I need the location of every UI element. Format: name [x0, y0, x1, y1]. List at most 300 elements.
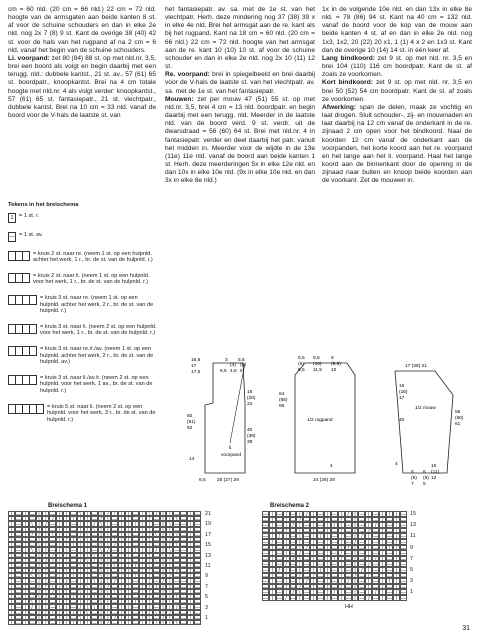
- chart-cell: —: [174, 579, 180, 584]
- chart-cell: /: [160, 542, 167, 547]
- chart-cell: /: [56, 547, 63, 552]
- chart-cell: —: [387, 523, 393, 528]
- dim-label: (9,5): [331, 362, 341, 367]
- chart-cell: —: [373, 584, 379, 590]
- chart-cell: |: [393, 511, 400, 517]
- chart-cell: /: [283, 561, 290, 567]
- chart-cell: /: [358, 533, 365, 539]
- chart-cell: —: [276, 556, 282, 562]
- chart-cell: —: [15, 558, 21, 563]
- chart-cell: —: [195, 569, 201, 574]
- chart-cell: |: [77, 620, 84, 625]
- chart-cell: \: [63, 573, 70, 578]
- chart-cell: |: [146, 547, 153, 552]
- row-number: 5: [410, 567, 413, 573]
- chart-cell: —: [181, 522, 187, 527]
- chart-cell: |: [269, 533, 276, 539]
- chart-cell: /: [63, 615, 70, 620]
- chart-cell: \: [173, 594, 180, 599]
- chart-cell: \: [132, 573, 139, 578]
- chart-cell: |: [22, 547, 29, 552]
- row-number: 7: [410, 555, 413, 562]
- chart-cell: |: [269, 561, 276, 567]
- chart-cell: —: [373, 512, 379, 517]
- chart-cell: —: [71, 522, 77, 527]
- chart-cell: \: [91, 604, 98, 609]
- text-column-3: [322, 6, 472, 185]
- chart-cell: —: [359, 562, 365, 567]
- chart-cell: |: [283, 589, 290, 595]
- chart-cell: /: [98, 516, 105, 521]
- chart-cell: —: [263, 512, 268, 517]
- chart-cell: —: [195, 563, 201, 569]
- paragraph: [165, 96, 315, 186]
- chart-cell: |: [22, 537, 29, 542]
- chart-cell: |: [310, 550, 317, 556]
- chart-cell: —: [331, 579, 337, 584]
- stitch-symbol-icon: [8, 346, 37, 356]
- chart-cell: |: [139, 610, 146, 615]
- row-number: 17: [205, 531, 211, 538]
- panel-label: 1/2 rugpand: [307, 418, 333, 423]
- chart-cell: —: [112, 522, 118, 527]
- chart-cell: |: [56, 589, 63, 594]
- chart-cell: —: [174, 527, 180, 532]
- chart-cell: —: [400, 523, 406, 528]
- chart-cell: |: [118, 599, 125, 604]
- dim-label: 5: [240, 369, 243, 374]
- chart-cell: |: [125, 558, 132, 563]
- chart-cell: —: [112, 532, 118, 537]
- chart-cell: /: [153, 584, 160, 589]
- chart-cell: —: [15, 512, 21, 517]
- chart-cell: —: [181, 558, 187, 563]
- chart-cell: —: [331, 539, 337, 545]
- chart-cell: \: [36, 542, 43, 547]
- chart-cell: |: [187, 620, 194, 625]
- chart-cell: |: [296, 533, 303, 539]
- dim-label: 12: [431, 476, 437, 481]
- stitch-symbol-icon: [8, 404, 44, 414]
- legend-description: = kruis 3 st. naar re./r./av. (neem 1 st. op een hulpnld. achter het werk, 2 r., br. de st. van de hulpnld. av.): [40, 345, 154, 366]
- chart-cell: —: [318, 573, 324, 579]
- chart-cell: \: [118, 584, 125, 589]
- paragraph-body: zet per mouw 47 (51) 55 st. op met nld.nr. 3,5, brei 4 cm = 13 nld. boordpatr. en begin daarbij met een terugg. nld. Meerder in de laatste nld. van de boord verd. 9 st. verdr. uit de dwarsdraad = 56 (60) 64 st. Brei met nld.nr. 4 in fantasiepatr. verder en deel daarbij het patr. vanuit het midden in. Meerder voor de wijdte in de 13e (11e) 11e nld. vanaf de boord aan beide kanten 1 st. Herh. deze meerderingen 5x in elke 12e nld. en dan 10x in elke 10e nld. (9x in elke 10e nld. en dan 3x in elke 8e nld.): [165, 95, 315, 185]
- chart-cell: |: [338, 556, 345, 562]
- chart-cell: |: [324, 550, 331, 556]
- chart-cell: |: [283, 550, 290, 556]
- chart-cell: —: [50, 512, 56, 517]
- chart-cell: —: [29, 610, 35, 615]
- chart-cell: —: [71, 600, 77, 605]
- chart-cell: |: [187, 573, 194, 578]
- chart-cell: \: [49, 532, 56, 537]
- chart-cell: |: [63, 516, 70, 521]
- chart-cell: \: [91, 527, 98, 532]
- chart-cell: —: [359, 556, 365, 562]
- chart-cell: —: [181, 548, 187, 553]
- chart-cell: |: [338, 561, 345, 567]
- row-number: 1: [205, 615, 208, 621]
- chart-cell: —: [195, 610, 201, 615]
- chart-cell: —: [373, 517, 379, 523]
- chart-cell: —: [174, 615, 180, 620]
- chart-cell: \: [118, 558, 125, 563]
- chart-cell: /: [63, 578, 70, 583]
- chart-cell: |: [365, 578, 372, 584]
- chart-cell: \: [29, 599, 36, 604]
- chart-cell: |: [296, 567, 303, 573]
- chart-cell: —: [290, 562, 296, 567]
- chart-cell: —: [345, 595, 351, 601]
- chart-cell: —: [112, 605, 118, 610]
- chart-cell: /: [84, 599, 91, 604]
- chart-cell: /: [296, 584, 303, 590]
- chart-cell: —: [15, 569, 21, 574]
- chart-cell: |: [146, 594, 153, 599]
- chart-cell: —: [195, 620, 201, 626]
- chart-cell: —: [373, 562, 379, 567]
- chart-cell: |: [296, 578, 303, 584]
- chart-cell: |: [98, 532, 105, 537]
- chart-cell: |: [42, 610, 49, 615]
- chart-cell: |: [56, 563, 63, 568]
- chart-cell: |: [160, 584, 167, 589]
- chart-cell: —: [181, 600, 187, 605]
- dim-label: 3: [225, 358, 228, 363]
- chart-cell: —: [276, 523, 282, 528]
- chart-cell: |: [365, 533, 372, 539]
- section-heading: Lang bindkoord:: [322, 54, 375, 62]
- chart-cell: —: [304, 573, 310, 579]
- chart-cell: |: [352, 584, 359, 590]
- chart-cell: /: [84, 527, 91, 532]
- chart-cell: |: [160, 573, 167, 578]
- chart-cell: —: [91, 620, 97, 626]
- chart-cell: |: [8, 532, 15, 537]
- chart-cell: |: [166, 558, 173, 563]
- chart-cell: —: [331, 567, 337, 573]
- chart-cell: |: [84, 604, 91, 609]
- chart-cell: |: [160, 516, 167, 521]
- chart-cell: —: [331, 545, 337, 551]
- chart-cell: |: [160, 511, 167, 516]
- chart-cell: —: [29, 543, 35, 548]
- chart-cell: \: [29, 521, 36, 526]
- chart-cell: \: [63, 521, 70, 526]
- chart-cell: |: [118, 553, 125, 558]
- chart-cell: |: [56, 573, 63, 578]
- dim-label: 5,5: [238, 358, 245, 363]
- chart-cell: —: [387, 567, 393, 573]
- chart-cell: /: [104, 620, 111, 625]
- chart-cell: |: [310, 511, 317, 517]
- legend-list: [8, 213, 158, 424]
- chart-cell: |: [118, 527, 125, 532]
- chart-cell: /: [29, 532, 36, 537]
- chart-cell: |: [118, 542, 125, 547]
- chart-cell: /: [372, 556, 379, 562]
- chart-cell: |: [77, 558, 84, 563]
- chart-cell: —: [195, 615, 201, 620]
- chart-cell: —: [400, 545, 406, 551]
- chart-cell: |: [63, 594, 70, 599]
- chart-cell: |: [42, 578, 49, 583]
- chart-cell: /: [132, 563, 139, 568]
- dim-label: 5: [423, 482, 426, 485]
- chart-cell: |: [36, 553, 43, 558]
- chart-cell: /: [283, 528, 290, 534]
- chart-cell: |: [187, 542, 194, 547]
- chart-cell: /: [98, 589, 105, 594]
- chart-cell: |: [77, 553, 84, 558]
- chart-cell: /: [303, 578, 310, 584]
- chart-cell: /: [104, 547, 111, 552]
- chart-cell: \: [173, 620, 180, 625]
- chart-cell: |: [8, 568, 15, 573]
- chart-cell: |: [187, 553, 194, 558]
- chart-cell: \: [139, 568, 146, 573]
- chart-cell: —: [15, 548, 21, 553]
- chart-cell: \: [139, 542, 146, 547]
- chart-cell: |: [352, 578, 359, 584]
- chart-cell: —: [276, 528, 282, 534]
- chart-cell: /: [70, 573, 77, 578]
- chart-cell: —: [195, 574, 201, 579]
- chart-cell: —: [318, 512, 324, 517]
- chart-cell: |: [393, 522, 400, 528]
- chart-cell: —: [15, 574, 21, 579]
- chart-cell: —: [112, 595, 118, 600]
- chart-cell: —: [304, 562, 310, 567]
- chart-cell: —: [359, 523, 365, 528]
- chart-cell: |: [365, 517, 372, 523]
- chart-cell: |: [296, 522, 303, 528]
- chart-cell: /: [29, 604, 36, 609]
- dim-label: 16: [247, 390, 253, 395]
- chart-cell: |: [146, 542, 153, 547]
- chart-cell: |: [365, 522, 372, 528]
- chart-cell: —: [29, 615, 35, 620]
- chart-cell: —: [263, 562, 268, 567]
- legend-item: [8, 324, 158, 337]
- chart-cell: /: [379, 584, 386, 590]
- chart-cell: —: [174, 553, 180, 558]
- chart-cell: —: [153, 522, 159, 527]
- chart-cell: —: [174, 584, 180, 589]
- chart-cell: —: [263, 534, 268, 539]
- chart-cell: —: [174, 610, 180, 615]
- chart-cell: |: [283, 584, 290, 590]
- chart-cell: /: [317, 567, 324, 573]
- chart-1-title: Breischema 1: [48, 503, 88, 509]
- chart-cell: —: [290, 539, 296, 545]
- chart-cell: |: [296, 528, 303, 534]
- chart-cell: —: [15, 579, 21, 584]
- chart-cell: |: [310, 517, 317, 523]
- chart-cell: \: [125, 578, 132, 583]
- chart-cell: |: [63, 511, 70, 516]
- chart-cell: |: [324, 539, 331, 545]
- chart-cell: |: [269, 567, 276, 573]
- chart-cell: |: [296, 511, 303, 517]
- chart-cell: |: [160, 620, 167, 625]
- chart-cell: —: [174, 548, 180, 553]
- chart-cell: |: [77, 584, 84, 589]
- chart-cell: /: [338, 517, 345, 523]
- text-column-1: [8, 6, 156, 120]
- chart-cell: |: [22, 584, 29, 589]
- chart-cell: |: [296, 539, 303, 545]
- dim-label: (6): [298, 362, 304, 367]
- chart-cell: |: [125, 516, 132, 521]
- chart-cell: /: [139, 558, 146, 563]
- dim-label: (51): [187, 420, 196, 425]
- chart-cell: /: [324, 528, 331, 534]
- chart-cell: —: [15, 563, 21, 569]
- chart-cell: —: [387, 517, 393, 523]
- chart-cell: \: [132, 547, 139, 552]
- chart-cell: —: [181, 615, 187, 620]
- chart-cell: |: [22, 568, 29, 573]
- chart-cell: |: [77, 578, 84, 583]
- chart-cell: |: [8, 527, 15, 532]
- chart-cell: |: [104, 558, 111, 563]
- chart-cell: —: [195, 600, 201, 605]
- chart-cell: |: [63, 527, 70, 532]
- row-number: 11: [410, 533, 416, 540]
- chart-cell: /: [84, 563, 91, 568]
- chart-cell: /: [153, 620, 160, 625]
- chart-cell: |: [379, 539, 386, 545]
- chart-cell: |: [56, 568, 63, 573]
- chart-cell: —: [91, 517, 97, 522]
- chart-cell: \: [56, 527, 63, 532]
- chart-cell: |: [310, 589, 317, 595]
- chart-cell: /: [290, 589, 297, 595]
- chart-cell: \: [36, 516, 43, 521]
- chart-cell: |: [139, 573, 146, 578]
- chart-cell: —: [174, 558, 180, 563]
- chart-cell: |: [352, 528, 359, 534]
- chart-cell: \: [139, 516, 146, 521]
- stitch-symbol-icon: [8, 295, 37, 305]
- chart-cell: |: [160, 610, 167, 615]
- chart-cell: |: [125, 620, 132, 625]
- chart-cell: \: [153, 532, 160, 537]
- chart-cell: —: [331, 512, 337, 517]
- stitch-symbol-icon: [8, 375, 37, 385]
- legend-item: [8, 273, 158, 286]
- chart-cell: \: [111, 511, 118, 516]
- dim-label: 11,5: [313, 368, 322, 373]
- chart-cell: —: [153, 579, 159, 584]
- chart-cell: |: [98, 537, 105, 542]
- chart-cell: |: [324, 511, 331, 517]
- chart-cell: /: [70, 610, 77, 615]
- chart-cell: —: [133, 610, 139, 615]
- chart-cell: /: [173, 568, 180, 573]
- chart-cell: |: [139, 604, 146, 609]
- chart-cell: —: [153, 569, 159, 574]
- chart-cell: —: [400, 539, 406, 545]
- chart-cell: /: [132, 599, 139, 604]
- chart-cell: —: [15, 589, 21, 594]
- dim-label: 5,5: [298, 356, 305, 361]
- chart-cell: /: [365, 561, 372, 567]
- chart-cell: \: [49, 558, 56, 563]
- chart-cell: —: [15, 605, 21, 610]
- chart-cell: |: [310, 545, 317, 551]
- chart-cell: |: [22, 563, 29, 568]
- chart-cell: —: [345, 528, 351, 534]
- chart-cell: —: [263, 523, 268, 528]
- chart-cell: —: [15, 615, 21, 620]
- chart-cell: —: [15, 527, 21, 532]
- chart-cell: —: [290, 567, 296, 573]
- chart-cell: |: [139, 589, 146, 594]
- chart-cell: —: [29, 579, 35, 584]
- chart-cell: —: [387, 562, 393, 567]
- chart-cell: |: [146, 573, 153, 578]
- chart-cell: |: [324, 522, 331, 528]
- chart-cell: |: [379, 556, 386, 562]
- chart-cell: /: [146, 589, 153, 594]
- chart-cell: /: [139, 521, 146, 526]
- chart-cell: /: [118, 537, 125, 542]
- chart-cell: |: [84, 568, 91, 573]
- chart-cell: |: [98, 563, 105, 568]
- chart-cell: |: [379, 533, 386, 539]
- chart-cell: \: [36, 594, 43, 599]
- chart-cell: |: [63, 532, 70, 537]
- chart-cell: —: [15, 620, 21, 626]
- dim-label: 16,5: [191, 358, 201, 363]
- dim-label: 61: [455, 422, 461, 427]
- chart-cell: —: [318, 584, 324, 590]
- chart-cell: \: [84, 584, 91, 589]
- chart-cell: —: [29, 595, 35, 600]
- chart-cell: —: [174, 512, 180, 517]
- dim-label: 17: [191, 364, 197, 369]
- chart-cell: —: [276, 584, 282, 590]
- chart-cell: —: [290, 595, 296, 601]
- chart-cell: |: [393, 517, 400, 523]
- chart-cell: |: [42, 532, 49, 537]
- chart-cell: \: [166, 547, 173, 552]
- row-number: 9: [410, 544, 413, 551]
- chart-cell: |: [283, 578, 290, 584]
- panel-label: voorpand: [221, 453, 242, 458]
- chart-cell: |: [56, 615, 63, 620]
- chart-cell: |: [324, 589, 331, 595]
- chart-cell: —: [263, 517, 268, 523]
- chart-cell: |: [352, 556, 359, 562]
- chart-cell: —: [91, 584, 97, 589]
- chart-cell: |: [393, 528, 400, 534]
- chart-cell: —: [195, 553, 201, 558]
- legend-item: [8, 295, 158, 315]
- chart-cell: /: [338, 550, 345, 556]
- chart-cell: |: [338, 528, 345, 534]
- chart-cell: |: [118, 547, 125, 552]
- legend-item: [8, 346, 158, 366]
- chart-cell: /: [132, 527, 139, 532]
- chart-cell: —: [373, 528, 379, 534]
- chart-cell: |: [365, 567, 372, 573]
- chart-cell: —: [263, 539, 268, 545]
- chart-cell: |: [146, 558, 153, 563]
